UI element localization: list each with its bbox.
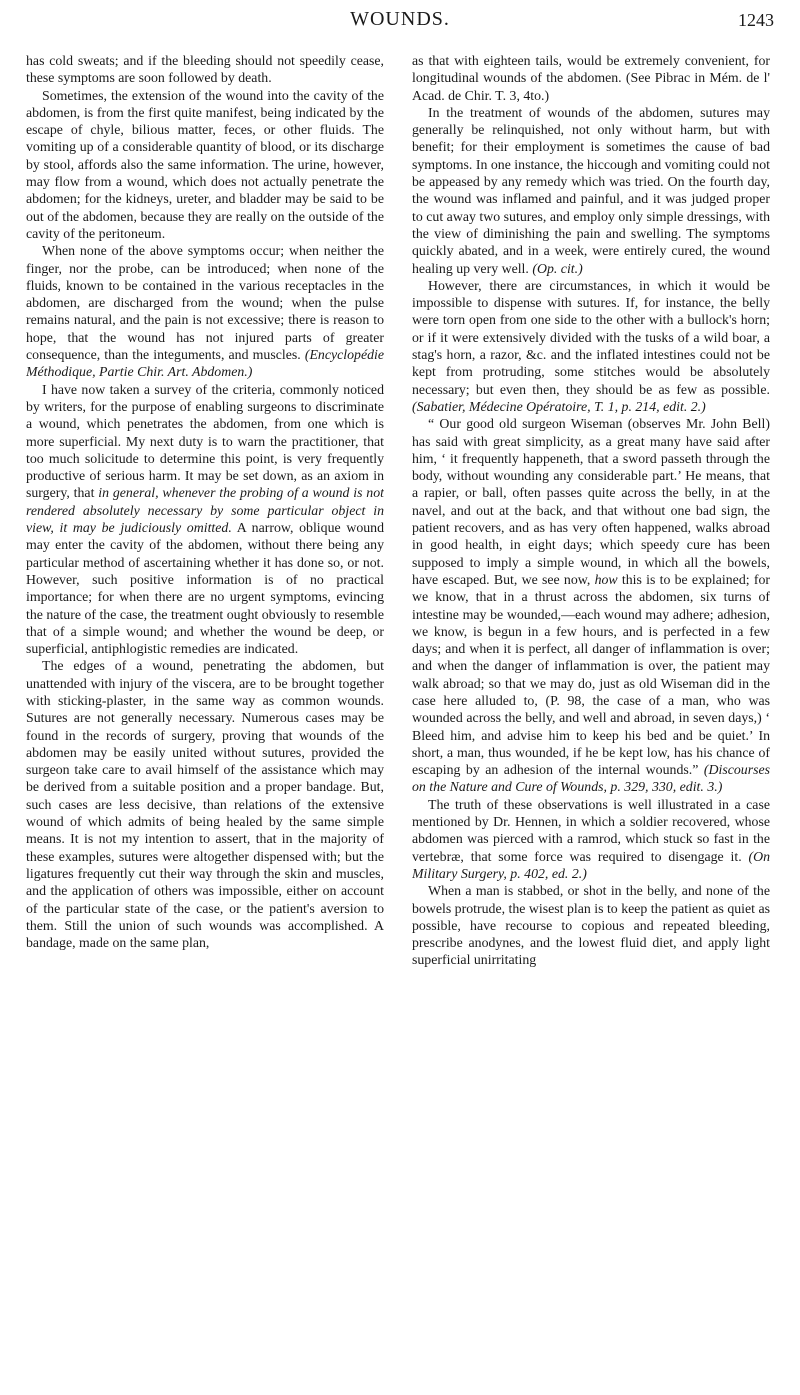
- right-column: [412, 52, 770, 1382]
- left-column: [26, 52, 384, 1382]
- citation: (Encyclopédie Méthodique, Partie Chir. Art. Abdomen.): [26, 347, 384, 380]
- paragraph-text: A narrow, oblique wound may enter the cavity of the abdomen, without there being any particular method of ascertaining whether it has done so, or not. However, such positive information is of no practical importance; for when there are no urgent symptoms, evincing the nature of the case, the treatment ought obviously to resemble that of a simple wound; and whether the wound be deep, or superficial, antiphlogistic remedies are indicated.: [26, 520, 384, 657]
- emphasis-text: how: [594, 571, 618, 587]
- paragraph: When a man is stabbed, or shot in the belly, and none of the bowels protrude, the wisest plan is to keep the patient as quiet as possible, have recourse to copious and repeated bleeding, prescribe anodynes, and the lowest fluid diet, and apply light superficial unirritating: [412, 883, 770, 968]
- page-number: 1243: [738, 10, 774, 30]
- running-header: [0, 6, 800, 46]
- paragraph-text: this is to be explained; for we know, that in a thrust across the abdomen, six turns of intestine may be wounded,—each wound may adhere; adhesion, we know, is begun in a few hours, and is perfected in a few days; and when it is perfect, all danger of inflammation is over; and when the danger of inflammation is over, the patient may walk abroad; so that we may do, just as old Wiseman did in the case here alluded to, (P. 98, the case of a man, who was wounded across the belly, and well and abroad, in seven days,) ‘ Bleed him, and advise him to keep his bed and be quiet.’ In short, a man, thus wounded, if he be kept low, has his chance of escaping by an adhesion of the internal wounds.”: [412, 571, 770, 778]
- paragraph: [412, 52, 770, 104]
- paragraph: [412, 277, 770, 415]
- paragraph: Sometimes, the extension of the wound into the cavity of the abdomen, is from the first quite manifest, being indicated by the escape of chyle, bilious matter, feces, or other fluids. The vomiting up of a considerable quantity of blood, or its discharge by stool, affords also the same information. The urine, however, may flow from a wound, which does not actually penetrate the abdomen; for the kidneys, ureter, and bladder may be said to be out of the abdomen, because they are really on the outside of the cavity of the peritoneum.: [26, 87, 384, 241]
- paragraph-text: “ Our good old surgeon Wiseman (observes Mr. John Bell) has said with great simplicity, as a great many have said after him, ‘ it frequently happeneth, that a sword passeth through the body, without wounding any considerable part.’ He means, that a rapier, or ball, often passes quite across the belly, in at the navel, and out at the back, and that without one bad sign, the patient recovers, and as has very often happened, walks abroad in good health, in eight days; which speedy cure has been supposed to imply a simple wound, in which all the bowels, have escaped. But, we see now,: [412, 416, 770, 587]
- paragraph-text: The truth of these observations is well illustrated in a case mentioned by Dr. Hennen, in which a soldier recovered, whose abdomen was pierced with a ramrod, which stuck so fast in the vertebræ, that some force was required to disengage it.: [412, 796, 770, 864]
- paragraph: The edges of a wound, penetrating the abdomen, but unattended with injury of the viscera, are to be brought together with sticking-plaster, in the same way as common wounds. Sutures are not generally necessary. Numerous cases may be found in the records of surgery, proving that wounds of the abdomen may be easily united without sutures, provided the surgeon take care to avail himself of the assistance which may be derived from a suitable position and a proper bandage. But, such cases are less decisive, than relations of the extensive wound of which admits of being healed by the same simple means. It is not my intention to assert, that in the majority of these examples, sutures were altogether dispensed with; but the ligatures frequently cut their way through the skin and muscles, and the application of others was impossible, either on account of the particular state of the case, or the patient's aversion to them. Still the union of such wounds was accomplished. A bandage, made on the same plan,: [26, 658, 384, 951]
- paragraph: has cold sweats; and if the bleeding should not speedily cease, these symptoms are soon followed by death.: [26, 53, 384, 86]
- paragraph-text: In the treatment of wounds of the abdomen, sutures may generally be relinquished, not only without harm, but with benefit; for their employment is sometimes the cause of bad symptoms. In one instance, the hiccough and vomiting could not be appeased by any remedy which was tried. On the fourth day, the wound was inflamed and painful, and it was judged proper to cut away two sutures, and employ only simple dressings, with the view of diminishing the pain and swelling. The symptoms quickly abated, and in a week, were entirely cured, the wound healing up very well.: [412, 104, 770, 276]
- paragraph-text: as that with eighteen tails, would be extremely convenient, for longitudinal wounds of the abdomen.: [412, 53, 770, 86]
- paragraph: [412, 415, 770, 796]
- citation: (On Military Surgery, p. 402, ed. 2.): [412, 848, 770, 881]
- paragraph: [412, 796, 770, 882]
- paragraph: [26, 242, 384, 380]
- citation: (Op. cit.): [532, 260, 583, 276]
- citation: (Discourses on the Nature and Cure of Wounds, p. 329, 330, edit. 3.): [412, 762, 770, 795]
- citation: (See Pibrac in Mém. de l' Acad. de Chir. T. 3, 4to.): [412, 70, 770, 103]
- emphasis-text: in general, whenever the probing of a wound is not rendered absolutely necessary by some particular object in view, it may be judiciously omitted.: [26, 485, 384, 536]
- paragraph-text: However, there are circumstances, in which it would be impossible to dispense with sutures. If, for instance, the belly were torn open from one side to the other with a bullock's horn; or if it were extensively divided with the tusks of a wild boar, a stag's horn, a razor, &c. and the inflated intestines could not be kept from protruding, some stitches would be absolutely necessary; but even then, they should be as few as possible.: [412, 277, 770, 397]
- paragraph-text: When none of the above symptoms occur; when neither the finger, nor the probe, can be introduced; when none of the fluids, known to be contained in the various receptacles in the abdomen, are discharged from the wound; when the pulse remains natural, and the pain is not excessive; there is reason to hope, that the wound has not injured parts of greater consequence, than the integuments, and muscles.: [26, 243, 384, 363]
- page-title: WOUNDS.: [350, 8, 450, 30]
- citation: (Sabatier, Médecine Opératoire, T. 1, p. 214, edit. 2.): [412, 398, 706, 414]
- paragraph: [26, 381, 384, 658]
- paragraph-text: I have now taken a survey of the criteria, commonly noticed by writers, for the purpose of enabling surgeons to discriminate a wound, which penetrates the abdomen, from one which is more superficial. My next duty is to warn the practitioner, that too much solicitude to determine this point, is very frequently productive of serious harm. It may be set down, as an axiom in surgery, that: [26, 381, 384, 501]
- paragraph: [412, 104, 770, 277]
